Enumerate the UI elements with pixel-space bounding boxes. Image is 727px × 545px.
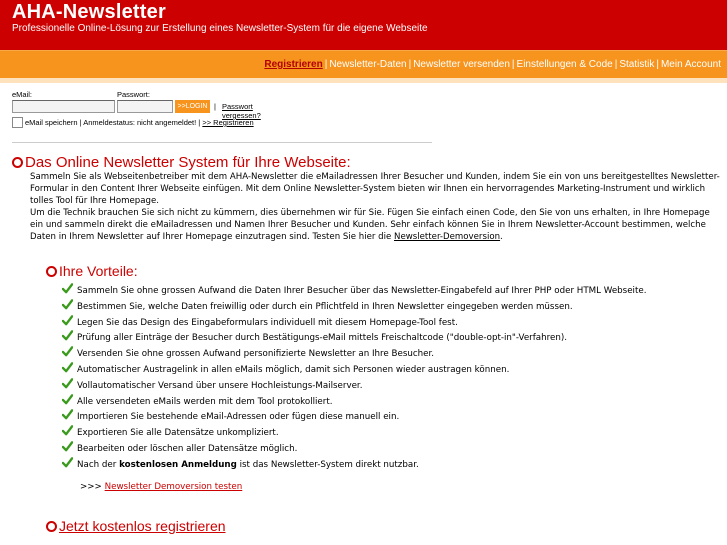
benefits-list — [62, 283, 646, 473]
benefit-text: ist das Newsletter-System direkt nutzbar. — [236, 459, 419, 470]
green-checkmark-icon — [62, 315, 73, 326]
register-link-small[interactable]: >> Registrieren — [202, 118, 254, 127]
benefit-text: Nach der — [77, 459, 120, 470]
benefit-item — [62, 362, 646, 378]
nav-einstellungen-code[interactable]: Einstellungen & Code — [516, 59, 613, 70]
email-input[interactable] — [12, 100, 115, 113]
benefit-item — [62, 378, 646, 394]
divider — [12, 142, 432, 143]
register-heading — [46, 518, 226, 534]
login-status-text: | Anmeldestatus: nicht angemeldet! | — [77, 118, 203, 127]
benefit-text: Exportieren Sie alle Datensätze unkompliziert. — [77, 428, 279, 439]
green-checkmark-icon — [62, 330, 73, 341]
green-checkmark-icon — [62, 394, 73, 405]
forgot-password-link[interactable]: Passwort vergessen? — [222, 102, 261, 120]
login-status — [25, 118, 254, 127]
benefit-text: Alle versendeten eMails werden mit dem Tool protokolliert. — [77, 396, 333, 407]
login-button[interactable]: >>LOGIN — [175, 100, 210, 113]
green-checkmark-icon — [62, 457, 73, 468]
password-label: Passwort: — [117, 90, 150, 99]
red-circle-bullet-icon — [12, 157, 23, 168]
nav-separator: | — [324, 59, 328, 70]
green-checkmark-icon — [62, 409, 73, 420]
nav-separator: | — [408, 59, 412, 70]
benefits-heading — [46, 263, 138, 279]
benefit-item-last — [62, 457, 646, 473]
green-checkmark-icon — [62, 346, 73, 357]
remember-email-checkbox[interactable] — [12, 117, 23, 128]
benefits-heading-text: Ihre Vorteile: — [59, 263, 138, 279]
green-checkmark-icon — [62, 425, 73, 436]
benefit-text: Bestimmen Sie, welche Daten freiwillig oder durch ein Pflichtfeld in Ihren Newsletter eingegeben werden müssen. — [77, 301, 573, 312]
remember-email-label: eMail speichern — [25, 118, 78, 127]
benefit-text: Legen Sie das Design des Eingabeformulars individuell mit diesem Homepage-Tool fest. — [77, 317, 458, 328]
intro-paragraph-1: Sammeln Sie als Webseitenbetreiber mit dem AHA-Newsletter die eMailadressen Ihrer Besucher und Kunden, indem Sie ein von uns bereitgestelltes Newsletter-Formular in den Content Ihrer Webseite einfügen. Mit dem Online Newsletter-System bieten wir Ihnen ein hervorragendes Marketing-Instrument und wirklich tolles Tool für Ihre Homepage. — [30, 172, 720, 206]
benefit-text: Vollautomatischer Versand über unsere Hochleistungs-Mailserver. — [77, 380, 363, 391]
benefit-text: Sammeln Sie ohne grossen Aufwand die Daten Ihrer Besucher über das Newsletter-Eingabefeld auf Ihrer PHP oder HTML Webseite. — [77, 286, 647, 296]
main-heading — [12, 154, 351, 171]
green-checkmark-icon — [62, 362, 73, 373]
nav-separator: | — [614, 59, 618, 70]
green-checkmark-icon — [62, 283, 73, 294]
nav-newsletter-versenden[interactable]: Newsletter versenden — [413, 59, 510, 70]
intro-paragraph-2 — [30, 207, 720, 243]
benefit-item — [62, 330, 646, 346]
nav-newsletter-daten[interactable]: Newsletter-Daten — [329, 59, 407, 70]
benefit-item — [62, 299, 646, 315]
benefit-text: Automatischer Austragelink in allen eMails möglich, damit sich Personen wieder austragen können. — [77, 364, 510, 375]
benefit-text: Versenden Sie ohne grossen Aufwand personifizierte Newsletter an Ihre Besucher. — [77, 349, 435, 360]
register-free-link[interactable]: Jetzt kostenlos registrieren — [59, 518, 226, 534]
intro-text — [30, 171, 720, 243]
site-title: AHA-Newsletter — [12, 1, 166, 23]
intro-paragraph-2-text: Um die Technik brauchen Sie sich nicht zu kümmern, dies übernehmen wir für Sie. Fügen Sie einfach einen Code, den Sie von uns erhalten, in Ihre Homepage ein und sammeln direkt die eMailadressen und Namen Ihrer Besucher und Kunden. Sehr einfach können Sie in Ihrem Newsletter-Account bestimmen, welche Daten in Ihrem Newsletter auf Ihrer Homepage einzutragen sind. Testen Sie hier die — [30, 208, 710, 242]
main-navigation — [0, 50, 727, 78]
demoversion-link[interactable]: Newsletter-Demoversion — [394, 232, 501, 242]
green-checkmark-icon — [62, 299, 73, 310]
benefit-item — [62, 394, 646, 410]
nav-separator: | — [656, 59, 659, 70]
site-header — [0, 0, 727, 50]
demo-line — [80, 482, 242, 492]
nav-separator: | — [511, 59, 515, 70]
benefit-bold-text: kostenlosen Anmeldung — [119, 459, 237, 470]
benefit-item — [62, 346, 646, 362]
login-separator: | — [214, 102, 216, 111]
green-checkmark-icon — [62, 378, 73, 389]
green-checkmark-icon — [62, 441, 73, 452]
nav-underline — [0, 78, 727, 83]
email-label: eMail: — [12, 90, 33, 99]
demo-prefix: >>> — [80, 482, 105, 492]
password-input[interactable] — [117, 100, 173, 113]
benefit-item — [62, 425, 646, 441]
main-heading-text: Das Online Newsletter System für Ihre Webseite: — [25, 154, 351, 171]
nav-registrieren[interactable]: Registrieren — [264, 59, 323, 70]
benefit-item — [62, 441, 646, 457]
nav-statistik[interactable]: Statistik — [619, 59, 655, 70]
benefit-text: Prüfung aller Einträge der Besucher durch Bestätigungs-eMail mittels Freischaltcode ("double-opt-in"-Verfahren). — [77, 333, 568, 344]
benefit-text: Importieren Sie bestehende eMail-Adressen oder fügen diese manuell ein. — [77, 412, 400, 423]
site-subtitle: Professionelle Online-Lösung zur Erstellung eines Newsletter-System für die eigene Webseite — [12, 23, 428, 34]
nav-mein-account[interactable]: Mein Account — [660, 59, 721, 70]
red-circle-bullet-icon — [46, 266, 57, 277]
benefit-item — [62, 315, 646, 331]
red-circle-bullet-icon — [46, 521, 57, 532]
benefit-text: Bearbeiten oder löschen aller Datensätze möglich. — [77, 443, 298, 454]
benefit-item — [62, 409, 646, 425]
intro-paragraph-2-end: . — [500, 232, 503, 242]
benefit-item — [62, 283, 646, 299]
demo-test-link[interactable]: Newsletter Demoversion testen — [104, 482, 243, 492]
